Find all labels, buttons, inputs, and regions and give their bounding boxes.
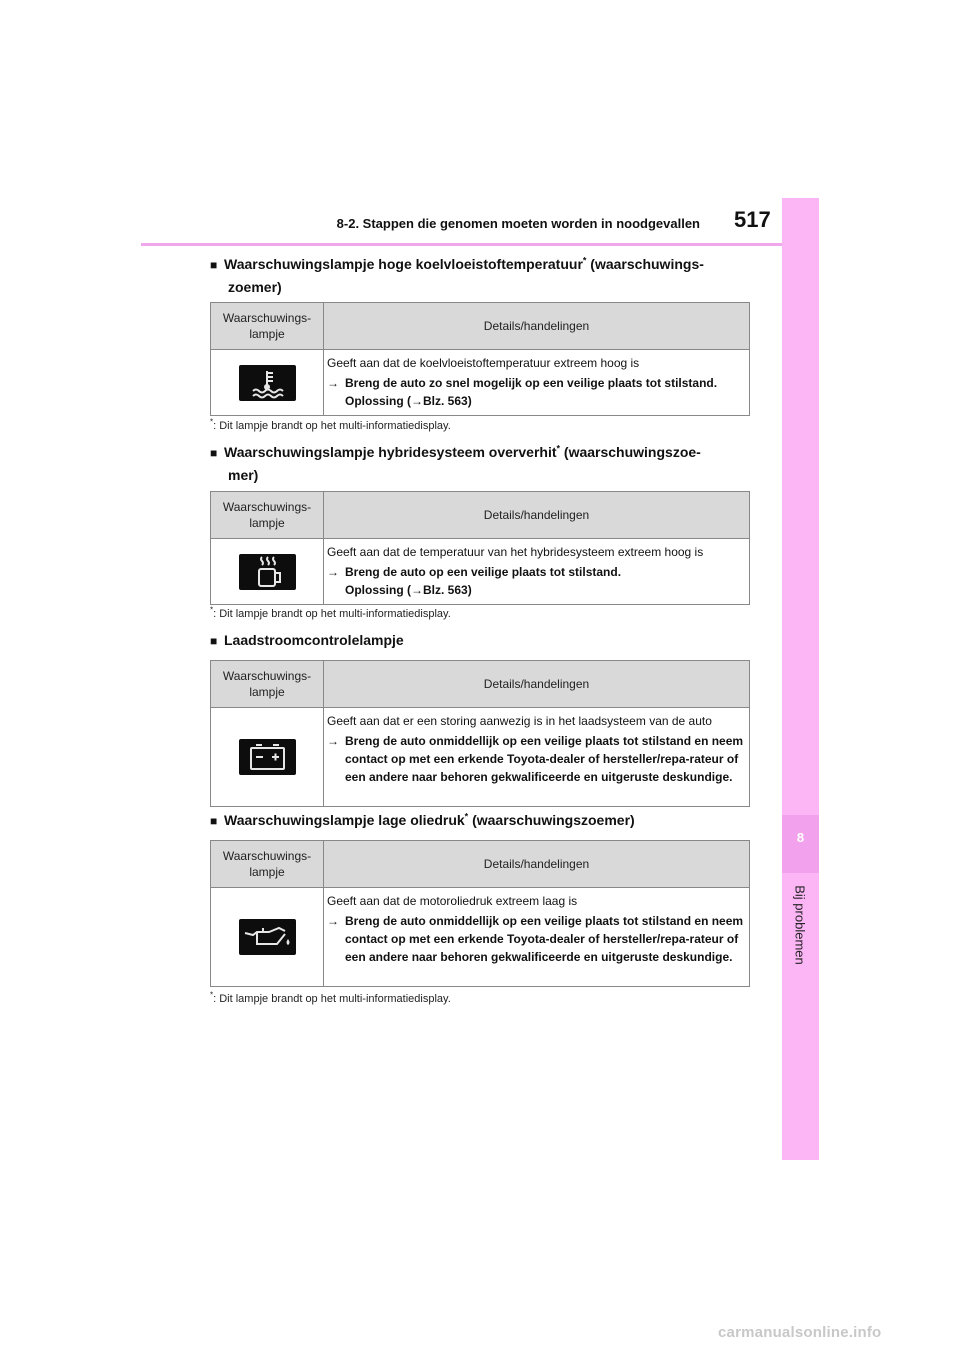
footnote: *: Dit lampje brandt op het multi-informatiedisplay. <box>210 990 451 1005</box>
heading-hybrid: ■ Waarschuwingslampje hybridesysteem oververhit* (waarschuwingszoe- mer) <box>210 443 701 483</box>
lamp-action: → Breng de auto onmiddellijk op een veilige plaats tot stilstand en neem contact op met een erkende Toyota-dealer of hersteller/repa-rateur of een andere naar behoren gekwalificeerde en uitgeruste deskundige. <box>327 914 744 964</box>
header-lamp: Waarschuwings- lampje <box>211 661 324 708</box>
header-lamp: Waarschuwings- lampje <box>211 303 324 350</box>
arrow-right-icon: → <box>327 914 339 928</box>
page-reference: Oplossing (→Blz. 563) <box>345 583 472 597</box>
table-oil <box>210 840 750 987</box>
lamp-action: → Breng de auto zo snel mogelijk op een veilige plaats tot stilstand. Oplossing (→Blz. 563) <box>327 376 718 408</box>
chapter-label: Bij problemen <box>792 885 808 965</box>
footnote: *: Dit lampje brandt op het multi-informatiedisplay. <box>210 605 451 620</box>
table-row <box>211 888 750 987</box>
lamp-description: Geeft aan dat de motoroliedruk extreem laag is <box>327 894 578 908</box>
heading-coolant: ■ Waarschuwingslampje hoge koelvloeistoftemperatuur* (waarschuwings- zoemer) <box>210 255 704 295</box>
table-row <box>211 708 750 807</box>
bullet-square: ■ <box>210 258 218 272</box>
bullet-square: ■ <box>210 634 218 648</box>
table-row <box>211 539 750 605</box>
hybrid-system-overheat-icon <box>239 554 296 590</box>
header-details: Details/handelingen <box>324 303 750 350</box>
heading-charge: ■ Laadstroomcontrolelampje <box>210 629 755 652</box>
header-details: Details/handelingen <box>324 661 750 708</box>
battery-charge-icon <box>239 739 296 775</box>
lamp-action: → Breng de auto onmiddellijk op een veilige plaats tot stilstand en neem contact op met een erkende Toyota-dealer of hersteller/repa-rateur of een andere naar behoren gekwalificeerde en uitgeruste deskundige. <box>327 734 744 784</box>
table-header-row <box>211 492 750 539</box>
header-lamp: Waarschuwings- lampje <box>211 492 324 539</box>
arrow-right-icon: → <box>327 734 339 748</box>
heading-oil: ■ Waarschuwingslampje lage oliedruk* (waarschuwingszoemer) <box>210 809 755 832</box>
lamp-description: Geeft aan dat de koelvloeistoftemperatuur extreem hoog is <box>327 356 640 370</box>
arrow-right-icon: → <box>327 565 339 579</box>
table-charge <box>210 660 750 807</box>
chapter-number: 8 <box>796 830 805 845</box>
footnote: *: Dit lampje brandt op het multi-informatiedisplay. <box>210 417 451 432</box>
section-title: 8-2. Stappen die genomen moeten worden in noodgevallen <box>336 216 700 231</box>
watermark: carmanualsonline.info <box>718 1324 882 1341</box>
bullet-square: ■ <box>210 814 218 828</box>
chapter-side-tab <box>782 198 819 1160</box>
coolant-temperature-icon <box>239 365 296 401</box>
table-header-row <box>211 841 750 888</box>
page-number: 517 <box>734 207 771 232</box>
table-row <box>211 350 750 416</box>
table-coolant <box>210 302 750 416</box>
bullet-square: ■ <box>210 446 218 460</box>
page-reference: Oplossing (→Blz. 563) <box>345 394 472 408</box>
oil-pressure-icon <box>239 919 296 955</box>
table-hybrid <box>210 491 750 605</box>
lamp-description: Geeft aan dat er een storing aanwezig is in het laadsysteem van de auto <box>327 714 712 728</box>
lamp-action: → Breng de auto op een veilige plaats tot stilstand. Oplossing (→Blz. 563) <box>327 565 622 597</box>
arrow-right-icon: → <box>327 376 339 390</box>
header-divider <box>141 243 782 246</box>
header-details: Details/handelingen <box>324 492 750 539</box>
header-lamp: Waarschuwings- lampje <box>211 841 324 888</box>
table-header-row <box>211 661 750 708</box>
table-header-row <box>211 303 750 350</box>
lamp-description: Geeft aan dat de temperatuur van het hybridesysteem extreem hoog is <box>327 545 704 559</box>
header-details: Details/handelingen <box>324 841 750 888</box>
